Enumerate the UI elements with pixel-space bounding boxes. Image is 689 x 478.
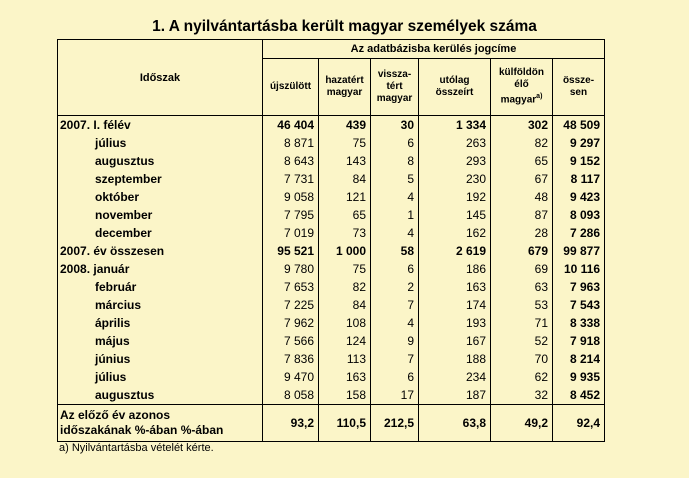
row-value: 87	[491, 206, 553, 224]
row-label: április	[95, 316, 131, 330]
row-value: 32	[491, 386, 553, 405]
row-value: 158	[319, 386, 371, 405]
row-value: 439	[319, 116, 371, 135]
row-value: 70	[491, 350, 553, 368]
row-value: 7 566	[263, 332, 319, 350]
row-value: 82	[491, 134, 553, 152]
row-value: 1	[371, 206, 419, 224]
table-row	[58, 368, 605, 386]
footer-value: 93,2	[263, 405, 319, 442]
row-value: 8	[371, 152, 419, 170]
table-row	[58, 206, 605, 224]
row-label: december	[95, 226, 152, 240]
row-value: 30	[371, 116, 419, 135]
row-value: 6	[371, 260, 419, 278]
row-label: július	[95, 370, 127, 384]
row-value: 230	[419, 170, 491, 188]
table-row	[58, 188, 605, 206]
row-value: 63	[491, 278, 553, 296]
row-value: 9	[371, 332, 419, 350]
row-value: 124	[319, 332, 371, 350]
col-header-abroad: külföldön élő magyar$^{a)}$	[491, 59, 553, 116]
row-value: 8 214	[553, 350, 605, 368]
row-value: 75	[319, 260, 371, 278]
row-value: 263	[419, 134, 491, 152]
row-value: 8 452	[553, 386, 605, 405]
table-row	[58, 152, 605, 170]
col-header-returned-back: vissza- tért magyar	[371, 59, 419, 116]
row-value: 174	[419, 296, 491, 314]
row-value: 2	[371, 278, 419, 296]
row-value: 75	[319, 134, 371, 152]
row-value: 302	[491, 116, 553, 135]
row-value: 69	[491, 260, 553, 278]
row-value: 1 334	[419, 116, 491, 135]
row-value: 65	[319, 206, 371, 224]
col-header-total: össze- sen	[553, 59, 605, 116]
row-value: 17	[371, 386, 419, 405]
row-value: 7 653	[263, 278, 319, 296]
col-header-returned: hazatért magyar	[319, 59, 371, 116]
row-value: 10 116	[553, 260, 605, 278]
table-row	[58, 242, 605, 260]
table-row	[58, 350, 605, 368]
row-value: 4	[371, 224, 419, 242]
row-label: október	[95, 190, 140, 204]
row-value: 162	[419, 224, 491, 242]
footnote: a) Nyilvántartásba vételét kérte.	[59, 442, 214, 454]
row-value: 192	[419, 188, 491, 206]
row-value: 99 877	[553, 242, 605, 260]
row-value: 108	[319, 314, 371, 332]
table-row	[58, 332, 605, 350]
row-value: 9 470	[263, 368, 319, 386]
row-value: 121	[319, 188, 371, 206]
row-value: 7 543	[553, 296, 605, 314]
row-value: 188	[419, 350, 491, 368]
table-title: 1. A nyilvántartásba került magyar személyek száma	[152, 18, 537, 35]
row-value: 53	[491, 296, 553, 314]
row-value: 5	[371, 170, 419, 188]
row-value: 4	[371, 314, 419, 332]
row-value: 9 423	[553, 188, 605, 206]
group-header: Az adatbázisba kerülés jogcíme	[263, 40, 605, 59]
footer-value: 212,5	[371, 405, 419, 442]
row-value: 8 338	[553, 314, 605, 332]
row-label: március	[95, 298, 142, 312]
row-value: 7 019	[263, 224, 319, 242]
row-label: 2007. év összesen	[60, 244, 165, 258]
row-value: 9 297	[553, 134, 605, 152]
row-value: 46 404	[263, 116, 319, 135]
row-value: 8 117	[553, 170, 605, 188]
row-value: 9 152	[553, 152, 605, 170]
row-value: 7 963	[553, 278, 605, 296]
row-value: 8 093	[553, 206, 605, 224]
table-row	[58, 134, 605, 152]
row-label: november	[95, 208, 153, 222]
table-row	[58, 170, 605, 188]
row-value: 95 521	[263, 242, 319, 260]
row-value: 1 000	[319, 242, 371, 260]
table-row	[58, 296, 605, 314]
row-value: 48	[491, 188, 553, 206]
row-value: 163	[319, 368, 371, 386]
row-value: 7 795	[263, 206, 319, 224]
row-value: 48 509	[553, 116, 605, 135]
row-value: 84	[319, 170, 371, 188]
row-value: 187	[419, 386, 491, 405]
row-value: 113	[319, 350, 371, 368]
footer-label: Az előző év azonos időszakának %-ában %-ában	[58, 405, 263, 442]
row-value: 65	[491, 152, 553, 170]
row-value: 143	[319, 152, 371, 170]
row-value: 9 780	[263, 260, 319, 278]
row-value: 84	[319, 296, 371, 314]
period-header: Időszak	[58, 40, 263, 116]
row-value: 8 058	[263, 386, 319, 405]
row-value: 28	[491, 224, 553, 242]
row-value: 186	[419, 260, 491, 278]
row-value: 167	[419, 332, 491, 350]
row-value: 8 871	[263, 134, 319, 152]
table-row	[58, 116, 605, 135]
row-label: 2007. I. félév	[58, 116, 263, 135]
row-value: 2 619	[419, 242, 491, 260]
table-row	[58, 260, 605, 278]
row-value: 9 935	[553, 368, 605, 386]
footer-value: 63,8	[419, 405, 491, 442]
footer-value: 110,5	[319, 405, 371, 442]
row-value: 6	[371, 368, 419, 386]
row-value: 62	[491, 368, 553, 386]
row-value: 7 836	[263, 350, 319, 368]
footer-value: 92,4	[553, 405, 605, 442]
row-value: 58	[371, 242, 419, 260]
row-value: 73	[319, 224, 371, 242]
row-value: 7 225	[263, 296, 319, 314]
table-row	[58, 224, 605, 242]
row-label: szeptember	[95, 172, 162, 186]
row-value: 7 962	[263, 314, 319, 332]
row-value: 7 918	[553, 332, 605, 350]
col-header-later-registered: utólag összeírt	[419, 59, 491, 116]
row-value: 193	[419, 314, 491, 332]
footer-value: 49,2	[491, 405, 553, 442]
row-value: 234	[419, 368, 491, 386]
row-value: 7 286	[553, 224, 605, 242]
table-row	[58, 278, 605, 296]
row-value: 67	[491, 170, 553, 188]
row-label: 2008. január	[60, 262, 130, 276]
row-value: 71	[491, 314, 553, 332]
row-label: augusztus	[95, 154, 155, 168]
row-value: 6	[371, 134, 419, 152]
row-value: 679	[491, 242, 553, 260]
row-value: 293	[419, 152, 491, 170]
row-label: május	[95, 334, 130, 348]
row-value: 52	[491, 332, 553, 350]
row-label: február	[95, 280, 137, 294]
row-value: 7	[371, 350, 419, 368]
row-value: 8 643	[263, 152, 319, 170]
statistics-table	[57, 39, 605, 442]
table-body	[58, 116, 605, 405]
row-value: 163	[419, 278, 491, 296]
footer-row	[58, 405, 605, 442]
table-row	[58, 314, 605, 332]
row-value: 9 058	[263, 188, 319, 206]
row-value: 7 731	[263, 170, 319, 188]
row-value: 82	[319, 278, 371, 296]
row-value: 4	[371, 188, 419, 206]
row-value: 7	[371, 296, 419, 314]
col-header-newborn: újszülött	[263, 59, 319, 116]
row-label: június	[95, 352, 131, 366]
row-value: 145	[419, 206, 491, 224]
row-label: augusztus	[95, 388, 155, 402]
table-row	[58, 386, 605, 405]
row-label: július	[95, 136, 127, 150]
